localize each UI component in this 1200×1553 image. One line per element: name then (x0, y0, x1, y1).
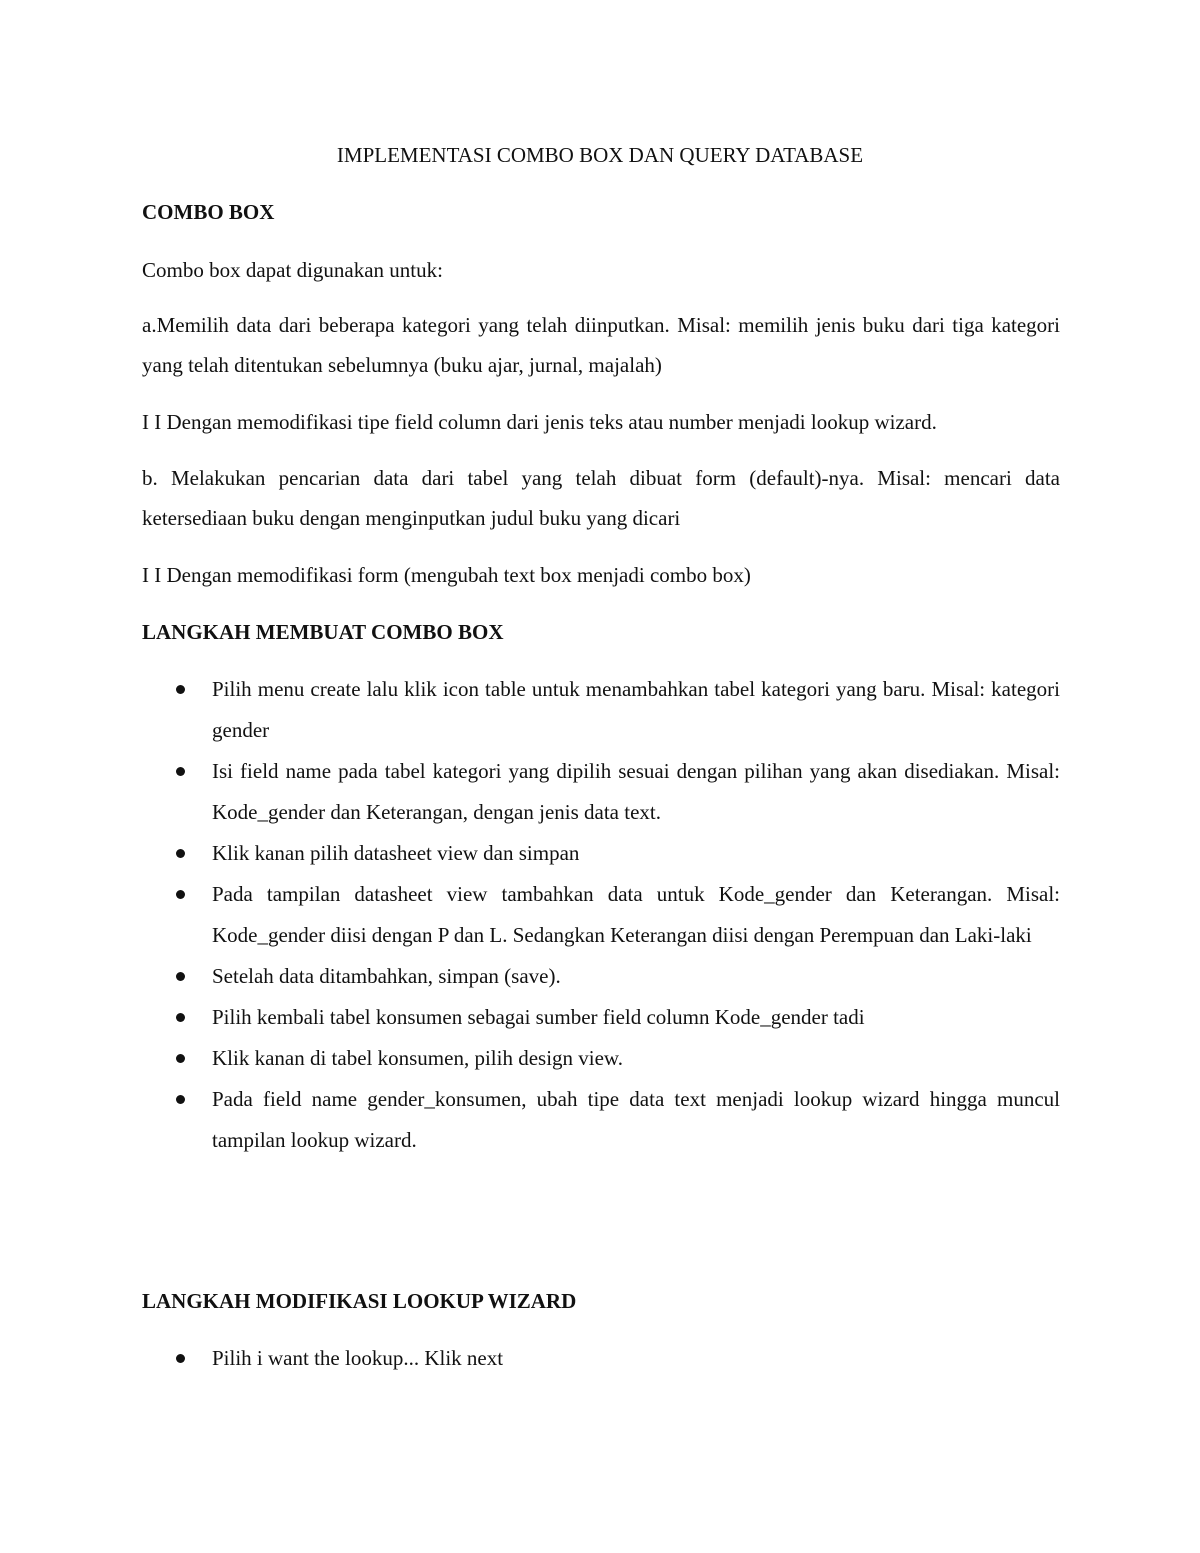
bullet-icon (176, 1054, 185, 1063)
list-item (142, 1038, 1060, 1079)
list-item-text: Isi field name pada tabel kategori yang dipilih sesuai dengan pilihan yang akan disediakan. Misal: Kode_gender dan Keterangan, dengan jenis data text. (212, 759, 1060, 824)
bullet-icon (176, 1354, 185, 1363)
list-item-text: Pada field name gender_konsumen, ubah tipe data text menjadi lookup wizard hingga muncul tampilan lookup wizard. (212, 1087, 1060, 1152)
item-b-paragraph: b. Melakukan pencarian data dari tabel yang telah dibuat form (default)-nya. Misal: mencari data ketersediaan buku dengan menginputkan judul buku yang dicari (142, 466, 1060, 530)
list-item (142, 997, 1060, 1038)
list-item-text: Klik kanan pilih datasheet view dan simpan (212, 841, 580, 865)
list-item-text: Pilih menu create lalu klik icon table untuk menambahkan tabel kategori yang baru. Misal: kategori gender (212, 677, 1060, 742)
list-item (142, 1079, 1060, 1161)
list-item-text: Pilih kembali tabel konsumen sebagai sumber field column Kode_gender tadi (212, 1005, 865, 1029)
steps-list-modifikasi (142, 1338, 1060, 1379)
bullet-icon (176, 972, 185, 981)
section-heading-combo-box: COMBO BOX (142, 200, 275, 224)
list-item-text: Pilih i want the lookup... Klik next (212, 1346, 504, 1370)
list-item (142, 833, 1060, 874)
list-item (142, 956, 1060, 997)
list-item-text: Setelah data ditambahkan, simpan (save). (212, 964, 561, 988)
bullet-icon (176, 849, 185, 858)
list-item-text: Klik kanan di tabel konsumen, pilih design view. (212, 1046, 623, 1070)
bullet-icon (176, 890, 185, 899)
intro-paragraph: Combo box dapat digunakan untuk: (142, 258, 443, 282)
bullet-icon (176, 1013, 185, 1022)
list-item (142, 751, 1060, 833)
bullet-icon (176, 1095, 185, 1104)
section-heading-langkah-modifikasi: LANGKAH MODIFIKASI LOOKUP WIZARD (142, 1289, 577, 1313)
section-heading-langkah-membuat: LANGKAH MEMBUAT COMBO BOX (142, 620, 504, 644)
list-item (142, 669, 1060, 751)
list-item (142, 1338, 1060, 1379)
document-title: IMPLEMENTASI COMBO BOX DAN QUERY DATABASE (336, 143, 864, 167)
bullet-icon (176, 685, 185, 694)
item-a-note: I I Dengan memodifikasi tipe field column dari jenis teks atau number menjadi lookup wizard. (142, 410, 937, 434)
list-item-text: Pada tampilan datasheet view tambahkan data untuk Kode_gender dan Keterangan. Misal: Kode_gender diisi dengan P dan L. Sedangkan Keterangan diisi dengan Perempuan dan Laki-laki (212, 882, 1060, 947)
steps-list-membuat (142, 669, 1060, 1161)
item-b-note: I I Dengan memodifikasi form (mengubah text box menjadi combo box) (142, 563, 751, 587)
bullet-icon (176, 767, 185, 776)
item-a-paragraph: a.Memilih data dari beberapa kategori yang telah diinputkan. Misal: memilih jenis buku dari tiga kategori yang telah ditentukan sebelumnya (buku ajar, jurnal, majalah) (142, 313, 1060, 377)
list-item (142, 874, 1060, 956)
